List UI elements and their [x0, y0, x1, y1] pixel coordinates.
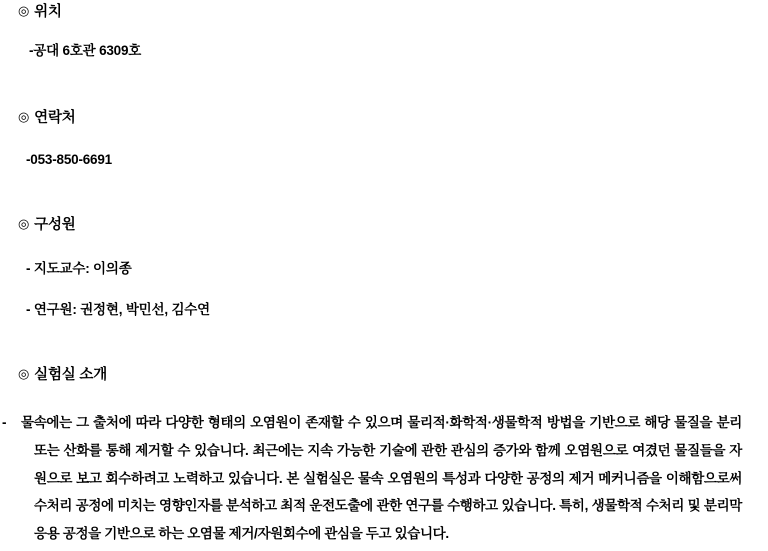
heading-marker-icon: ◎: [18, 3, 30, 18]
heading-marker-icon: ◎: [18, 216, 30, 232]
spacer: [18, 318, 750, 366]
section-members: [18, 216, 750, 318]
section-contact: [18, 109, 750, 169]
heading-marker-icon: ◎: [18, 108, 30, 124]
contact-phone: -053-850-6691: [26, 151, 112, 167]
member-researchers: - 연구원: 권정현, 박민선, 김수연: [26, 301, 210, 317]
member-advisor: - 지도교수: 이의종: [26, 260, 132, 276]
location-address: -공대 6호관 6309호: [29, 43, 142, 59]
lab-intro-text: 물속에는 그 출처에 따라 다양한 형태의 오염원이 존재할 수 있으며 물리적·화학적·생물학적 방법을 기반으로 해당 물질을 분리 또는 산화를 통해 제거할 수 있습니다. 최근에는 지속 가능한 기술에 관한 관심의 증가와 함께 오염원으로 여겼던 물질들을 자원으로 보고 회수하려고 노력하고 있습니다. 본 실험실은 물속 오염원의 특성과 다양한 공정의 제거 메커니즘을 이해함으로써 수처리 공정에 미치는 영향인자를 분석하고 최적 운전도출에 관한 연구를 수행하고 있습니다. 특히, 생물학적 수처리 및 분리막 응용 공정을 기반으로 하는 오염물 제거/자원회수에 관심을 두고 있습니다.: [21, 415, 742, 541]
spacer: [18, 235, 750, 261]
section-contact-title: 연락처: [34, 109, 76, 126]
section-contact-heading: [18, 109, 750, 127]
lab-intro-paragraph: - 물속에는 그 출처에 따라 다양한 형태의 오염원이 존재할 수 있으며 물리적·화학적·생물학적 방법을 기반으로 해당 물질을 분리 또는 산화를 통해 제거할 수 있습니다. 최근에는 지속 가능한 기술에 관한 관심의 증가와 함께 오염원으로 여겼던 물질들을 자원으로 보고 회수하려고 노력하고 있습니다. 본 실험실은 물속 오염원의 특성과 다양한 공정의 제거 메커니즘을 이해함으로써 수처리 공정에 미치는 영향인자를 분석하고 최적 운전도출에 관한 연구를 수행하고 있습니다. 특히, 생물학적 수처리 및 분리막 응용 공정을 기반으로 하는 오염물 제거/자원회수에 관심을 두고 있습니다.: [2, 415, 742, 541]
spacer: [18, 21, 750, 43]
section-lab-intro: [2, 365, 750, 548]
section-members-heading: [18, 216, 750, 234]
heading-marker-icon: ◎: [18, 365, 30, 381]
section-location: [18, 0, 750, 60]
section-lab-intro-title: 실험실 소개: [34, 366, 108, 383]
spacer: [18, 60, 750, 109]
spacer: [18, 168, 750, 216]
section-location-heading: [18, 3, 750, 21]
section-members-title: 구성원: [34, 217, 76, 234]
section-lab-intro-heading: [18, 366, 750, 384]
spacer: [18, 127, 750, 152]
spacer: [18, 277, 750, 302]
section-location-title: 위치: [34, 4, 62, 20]
spacer: [18, 384, 750, 409]
